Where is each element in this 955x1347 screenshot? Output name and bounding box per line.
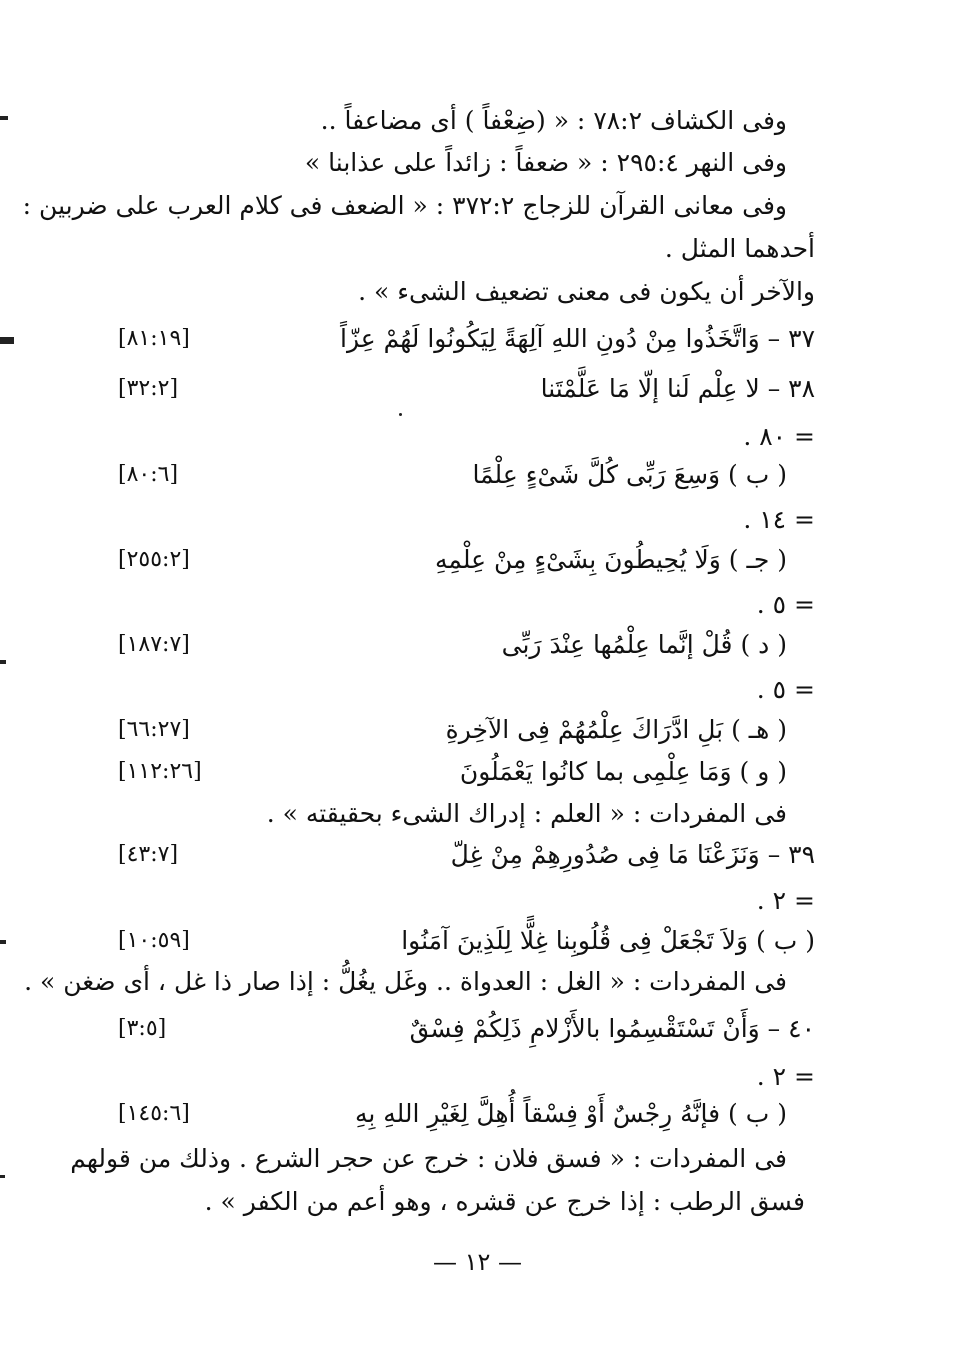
reference: [٨١:١٩] (118, 326, 190, 351)
verse-line: ( جـ ) وَلَا يُحِيطُونَ بِشَىْءٍ مِنْ عِلْمِهِ (435, 545, 787, 574)
reference: [٢٥٥:٢] (118, 547, 190, 572)
reference: [١١٢:٢٦] (118, 759, 202, 784)
reference: [١٤٥:٦] (118, 1101, 190, 1126)
reference: [١٨٧:٧] (118, 632, 190, 657)
verse-line: ٣٧ – وَاتَّخَذُوا مِنْ دُونِ اللهِ آلِهَةً لِيَكُونُوا لَهُمْ عِزّاً (340, 324, 815, 353)
verse-line: ٣٨ – لا عِلْم لَنا إلّا مَا عَلَّمْتَنا (540, 374, 815, 403)
verse-line: ( ب ) وَلاَ تَجْعَلْ فِى قُلُوبِنا غِلًّا لِلَذِينَ آمَنُوا (401, 926, 815, 955)
text-line: أحدهما المثل . (664, 234, 815, 263)
scan-mark (0, 940, 6, 944)
text-line: فى المفردات : « العلم : إدراك الشىء بحقيقته » . (266, 799, 787, 828)
verse-line: ( و ) وَمَا عِلْمِى بما كانُوا يَعْمَلُونَ (459, 757, 787, 786)
reference: [٨٠:٦] (118, 462, 179, 487)
verse-line: ( ب ) وَسِعَ رَبِّى كُلَّ شَىْءٍ عِلْمًا (472, 460, 787, 489)
reference: [٣:٥] (118, 1016, 167, 1041)
scan-mark (0, 1175, 5, 1178)
reference: [٣٢:٢] (118, 376, 179, 401)
verse-line: ( هـ ) بَلِ ادَّرَاكَ عِلْمُهُمْ فِى الآخِرةِ (445, 715, 787, 744)
text-line: فسق الرطب : إذا خرج عن قشره ، وهو أعم من الكفر » . (204, 1187, 805, 1216)
scan-mark (0, 660, 6, 664)
reference: [١٠:٥٩] (118, 928, 190, 953)
text-line: والآخر أن يكون فى معنى تضعيف الشىء » . (358, 277, 815, 306)
count-line: = ٨٠ . (743, 422, 815, 451)
verse-line: ٤٠ – وَأَنْ تَسْتَقْسِمُوا بالأَزْلامِ ذَلِكُمْ فِسْقٌ (409, 1014, 815, 1043)
verse-line: ( د ) قُلْ إنَّما عِلْمُها عِنْدَ رَبِّى (501, 630, 787, 659)
count-line: = ٥ . (756, 675, 815, 704)
count-line: = ٢ . (756, 886, 815, 915)
count-line: = ١٤ . (743, 505, 815, 534)
text-line: فى المفردات : « الغل : العدواة .. وغَل يغُلُّ : إذا صار ذا غل ، أى ضغن » . (24, 967, 787, 996)
page-number: — ١٢ — (432, 1248, 523, 1276)
count-line: = ٢ . (756, 1062, 815, 1091)
reference: [٤٣:٧] (118, 842, 179, 867)
scan-mark (0, 116, 8, 120)
count-line: = ٥ . (756, 590, 815, 619)
text-line: وفى الكشاف ٧٨:٢ : « (ضِعْفاً ) أى مضاعفاً .. (320, 106, 787, 135)
text-line: وفى النهر ٢٩٥:٤ : « ضعفاً : زائداً على عذابنا » (304, 148, 787, 177)
text-line: وفى معانى القرآن للزجاج ٣٧٢:٢ : « الضعف فى كلام العرب على ضربين : (22, 191, 787, 220)
text-line: فى المفردات : « فسق فلان : خرج عن حجر الشرع . وذلك من قولهم (70, 1144, 787, 1173)
scan-mark (0, 337, 14, 344)
reference: [٦٦:٢٧] (118, 717, 190, 742)
verse-line: ( ب ) فإنَّهُ رِجْسٌ أَوْ فِسْقاً أُهِلَّ لِغَيْرِ اللهِ بِهِ (354, 1099, 787, 1128)
verse-line: ٣٩ – وَنَزَعْنَا مَا فِى صُدُورِهِمْ مِنْ غِلّ (450, 840, 815, 869)
scan-dot (399, 413, 402, 416)
